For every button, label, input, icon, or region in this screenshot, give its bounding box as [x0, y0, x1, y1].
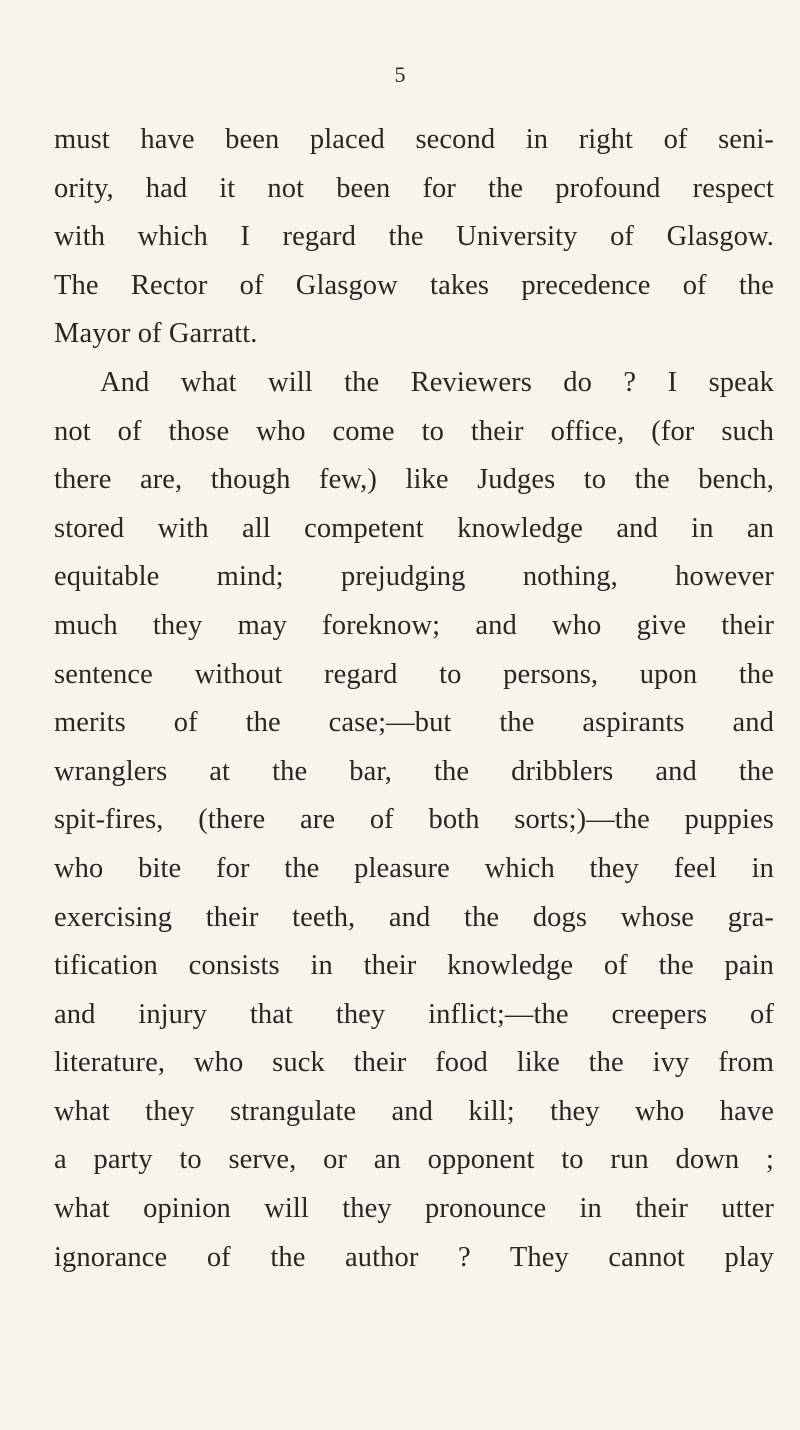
text-line: must have been placed second in right of seni- — [54, 124, 774, 155]
text-line: merits of the case;—but the aspirants and — [54, 707, 774, 739]
text-line: The Rector of Glasgow takes precedence of the — [54, 269, 774, 301]
text-line: literature, who suck their food like the ivy from — [54, 1047, 774, 1079]
text-line: tification consists in their knowledge of the pain — [54, 950, 774, 982]
text-line: And what will the Reviewers do ? I speak — [100, 366, 774, 398]
text-line: who bite for the pleasure which they feel in — [54, 852, 774, 884]
text-line: exercising their teeth, and the dogs whose gra- — [54, 901, 774, 933]
text-line: ority, had it not been for the profound respect — [54, 172, 774, 204]
text-line: equitable mind; prejudging nothing, however — [54, 561, 774, 593]
text-line: a party to serve, or an opponent to run down ; — [54, 1144, 774, 1176]
text-line: sentence without regard to persons, upon the — [54, 658, 774, 690]
page-number: 5 — [394, 62, 406, 87]
text-line: ignorance of the author ? They cannot play — [54, 1241, 774, 1273]
text-line: what they strangulate and kill; they who have — [54, 1095, 774, 1127]
text-line: there are, though few,) like Judges to the bench, — [54, 464, 774, 496]
text-line: not of those who come to their office, (for such — [54, 415, 774, 447]
body-text — [54, 116, 774, 1282]
text-line: stored with all competent knowledge and in an — [54, 512, 774, 544]
text-line: and injury that they inflict;—the creepers of — [54, 998, 774, 1030]
text-line: spit-fires, (there are of both sorts;)—the puppies — [54, 804, 774, 836]
text-line: wranglers at the bar, the dribblers and the — [54, 755, 774, 787]
text-line: with which I regard the University of Glasgow. — [54, 221, 774, 253]
text-line: Mayor of Garratt. — [54, 318, 258, 350]
text-line: much they may foreknow; and who give their — [54, 609, 774, 641]
text-line: what opinion will they pronounce in their utter — [54, 1193, 774, 1225]
